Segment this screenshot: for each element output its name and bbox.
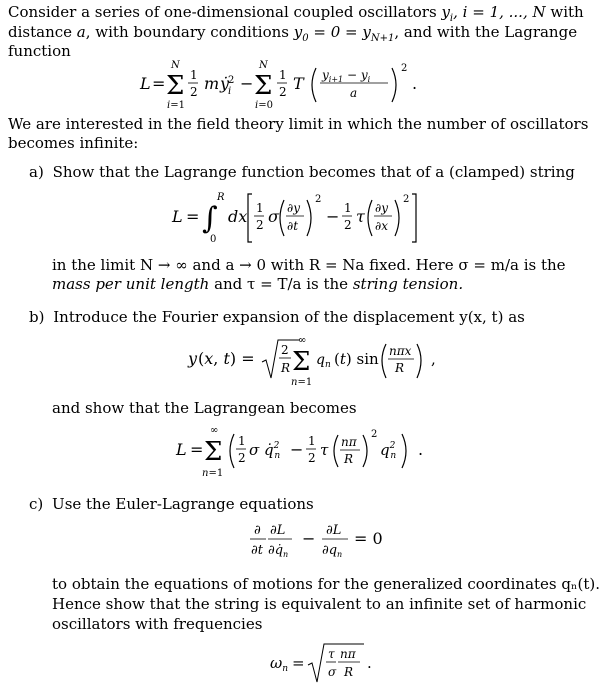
eq-freq-svg — [270, 638, 390, 688]
intro-bc: $y_0 = 0 = y_{N+1}$ — [293, 23, 395, 44]
svg-text:ωn: $\omega_n$ — [270, 654, 289, 674]
eq-lagrangean-svg — [176, 420, 456, 484]
svg-text:yi+1 − yi: $y_{i+1} - y_i$ — [322, 68, 371, 84]
intro-vars: $y_i$, i = 1, ..., N — [441, 3, 546, 24]
intro-distance: distance — [8, 23, 73, 41]
svg-text:∂t: ∂t — [251, 543, 263, 558]
svg-text:τ: τ — [356, 207, 365, 226]
svg-text:2: 2 — [190, 85, 198, 99]
svg-text:= 0: = 0 — [354, 529, 383, 548]
svg-text:Σ: Σ — [204, 437, 223, 467]
svg-text:2: 2 — [238, 451, 246, 465]
svg-text:nπx: nπx — [389, 344, 412, 358]
svg-text:dx: dx — [228, 207, 248, 226]
svg-text:2: 2 — [315, 194, 322, 205]
svg-text:nπ: nπ — [341, 435, 357, 449]
svg-text:2: 2 — [344, 218, 352, 232]
svg-text:T: T — [293, 74, 304, 93]
svg-text:2: 2 — [281, 343, 289, 357]
svg-text:Σ: Σ — [254, 71, 273, 101]
svg-text:σ q̇2n: σ q̇$^2$ n — [249, 441, 281, 461]
eq-lagrangian — [140, 58, 470, 118]
svg-text:R: R — [395, 361, 405, 375]
part-a-text: Show that the Lagrange function becomes that of a (clamped) string — [52, 163, 575, 181]
svg-text:−: − — [302, 529, 316, 548]
svg-text:∂: ∂ — [254, 523, 261, 538]
svg-text:N: N — [171, 60, 180, 71]
part-a-mid: and τ = T/a is the — [214, 275, 349, 293]
part-c-line — [29, 494, 314, 514]
svg-text:i=0: i=0 — [255, 100, 273, 111]
svg-text:σ: σ — [268, 207, 279, 226]
part-a-label: a) — [29, 163, 44, 181]
svg-text:qn: $q_n$ — [316, 352, 331, 370]
svg-text:L: L — [140, 74, 151, 93]
svg-text:−: − — [326, 207, 340, 226]
svg-text:∫: ∫ — [202, 201, 218, 236]
svg-text:R: R — [281, 361, 291, 375]
eq-fourier — [188, 332, 448, 396]
svg-text:2: 2 — [228, 75, 235, 86]
svg-text:2: 2 — [279, 85, 287, 99]
svg-text:=: = — [190, 440, 204, 459]
svg-text:1: 1 — [238, 434, 246, 448]
part-c-line-1: to obtain the equations of motions for the generalized coordinates qₙ(t). — [52, 575, 600, 593]
svg-text:1: 1 — [344, 201, 352, 215]
svg-text:Σ: Σ — [292, 347, 311, 377]
part-c-text: Use the Euler-Lagrange equations — [52, 495, 314, 513]
eq-el-svg — [250, 516, 420, 566]
svg-text:τ: τ — [328, 647, 335, 661]
part-a-limit-line-2 — [52, 274, 463, 294]
svg-text:1: 1 — [308, 434, 316, 448]
part-b-show-line: and show that the Lagrangean becomes — [52, 399, 357, 417]
intro-text-1: Consider a series of one-dimensional coupled oscillators — [8, 3, 437, 21]
eq-lagrangian-svg — [140, 58, 470, 114]
svg-text:L: L — [172, 207, 183, 226]
svg-text:a: a — [350, 86, 358, 100]
svg-text:n=1: n=1 — [202, 468, 224, 479]
svg-text:(t) sin: (t) sin — [334, 350, 379, 368]
field-line-2: becomes infinite: — [8, 134, 139, 152]
svg-text:ẏ: ẏ — [220, 74, 230, 93]
svg-text:i: i — [228, 86, 232, 97]
svg-text:−: − — [290, 440, 304, 459]
part-c-label: c) — [29, 495, 44, 513]
svg-text:2: 2 — [401, 63, 408, 74]
svg-text:=: = — [152, 74, 166, 93]
part-a-limit-line-1: in the limit N → ∞ and a → 0 with R = Na fixed. Here σ = m/a is the — [52, 256, 566, 274]
svg-text:−: − — [240, 74, 254, 93]
svg-text:∂q̇n: $\partial q̇_n$ — [268, 543, 289, 559]
eq-fourier-svg — [188, 332, 448, 392]
svg-text:Σ: Σ — [166, 71, 185, 101]
part-a-line — [29, 162, 575, 182]
part-b-label: b) — [29, 308, 45, 326]
eq-string-svg — [172, 186, 462, 248]
svg-text:0: 0 — [210, 234, 217, 245]
svg-text:∂L: ∂L — [270, 523, 286, 538]
svg-text:∂y: ∂y — [287, 201, 300, 215]
intro-bc-text: , with boundary conditions — [85, 23, 289, 41]
eq-lagrangean — [176, 420, 456, 488]
svg-text:y: y — [188, 349, 198, 368]
svg-text:1: 1 — [256, 201, 264, 215]
svg-text:.: . — [418, 440, 424, 459]
svg-text:(x, t) =: (x, t) = — [198, 349, 255, 368]
intro-a: a — [76, 23, 86, 41]
svg-text:=: = — [186, 207, 200, 226]
svg-text:2: 2 — [256, 218, 264, 232]
svg-text:∞: ∞ — [298, 335, 307, 346]
svg-text:∂t: ∂t — [287, 219, 299, 233]
svg-text:N: N — [259, 60, 268, 71]
part-c-line-2: Hence show that the string is equivalent to an infinite set of harmonic — [52, 595, 587, 613]
svg-text:R: R — [217, 192, 225, 203]
intro-line-2 — [8, 22, 577, 49]
string-tension: string tension. — [352, 275, 464, 293]
svg-text:2: 2 — [371, 429, 378, 440]
svg-text:∂x: ∂x — [375, 219, 388, 233]
svg-text:1: 1 — [190, 68, 198, 82]
intro-with: with — [550, 3, 584, 21]
eq-string-lagrangian — [172, 186, 462, 252]
svg-text:τ: τ — [320, 441, 329, 459]
svg-text:n=1: n=1 — [291, 377, 313, 388]
svg-text:=: = — [292, 654, 305, 672]
svg-text:i=1: i=1 — [167, 100, 185, 111]
svg-text:∂y: ∂y — [375, 201, 388, 215]
svg-text:,: , — [431, 350, 436, 368]
intro-lagrange-text: , and with the Lagrange — [394, 23, 578, 41]
svg-text:∞: ∞ — [210, 425, 219, 436]
part-c-line-3: oscillators with frequencies — [52, 615, 263, 633]
mass-per-length: mass per unit length — [52, 275, 210, 293]
part-b-text: Introduce the Fourier expansion of the displacement y(x, t) as — [53, 308, 525, 326]
svg-text:.: . — [367, 654, 372, 672]
svg-text:∂L: ∂L — [326, 523, 342, 538]
svg-text:R: R — [344, 665, 354, 679]
svg-text:1: 1 — [279, 68, 287, 82]
svg-text:q2n: $q^2$ n — [380, 441, 397, 461]
svg-text:2: 2 — [308, 451, 316, 465]
intro-line-3: function — [8, 42, 71, 60]
svg-text:.: . — [412, 74, 418, 93]
svg-text:σ: σ — [328, 665, 337, 679]
svg-text:2: 2 — [403, 194, 410, 205]
svg-text:m: m — [204, 74, 220, 93]
svg-text:R: R — [344, 452, 354, 466]
svg-text:L: L — [176, 440, 187, 459]
svg-text:nπ: nπ — [340, 647, 356, 661]
field-line-1: We are interested in the field theory limit in which the number of oscillators — [8, 115, 589, 133]
svg-text:∂qn: $\partial q_n$ — [322, 543, 343, 559]
part-b-line — [29, 307, 525, 327]
eq-euler-lagrange — [250, 516, 420, 570]
eq-frequencies — [270, 638, 390, 692]
